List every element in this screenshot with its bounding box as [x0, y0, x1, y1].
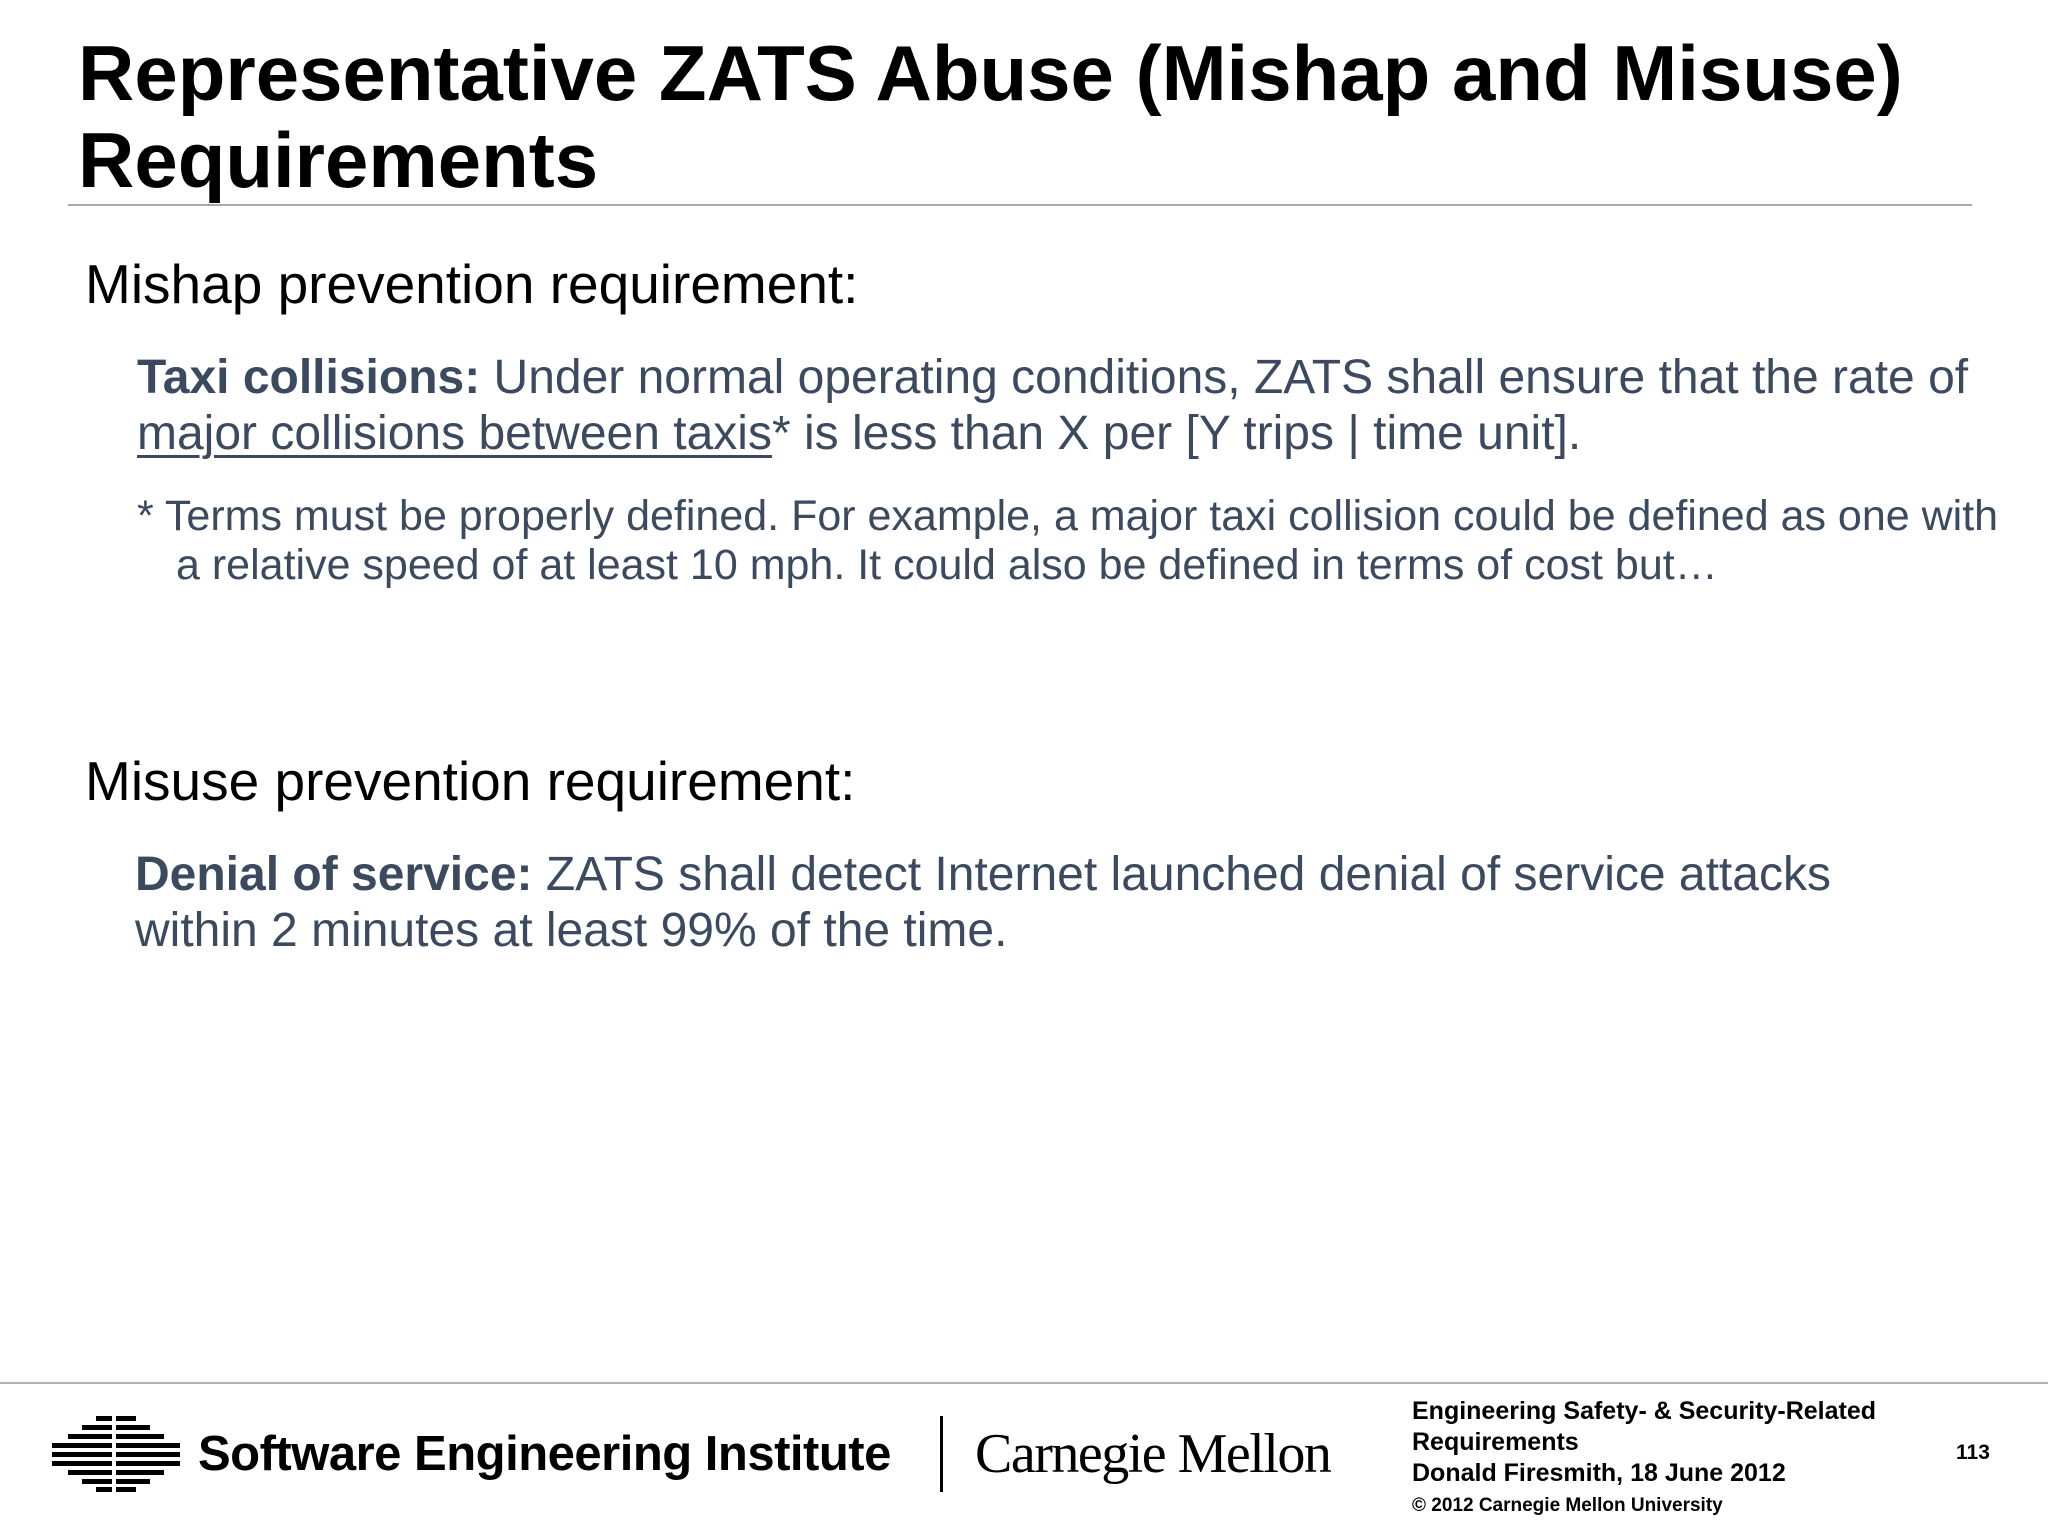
misuse-requirement-label: Denial of service:: [135, 848, 533, 901]
sei-name: Software Engineering Institute: [198, 1427, 891, 1481]
mishap-requirement-text-after: * is less than X per [Y trips | time unit].: [771, 407, 1582, 460]
page-number: 113: [1956, 1441, 1990, 1464]
mishap-defined-term: major collisions between taxis: [137, 407, 772, 460]
footer-copyright: © 2012 Carnegie Mellon University: [1412, 1495, 1723, 1516]
footer-author-date: Donald Firesmith, 18 June 2012: [1412, 1459, 1786, 1487]
footer-divider: [0, 1382, 2048, 1384]
title-divider: [68, 204, 1972, 206]
cmu-wordmark: Carnegie Mellon: [975, 1423, 1331, 1485]
footer-info: [1412, 1396, 1932, 1521]
sei-logo-icon: [52, 1414, 180, 1492]
misuse-heading: Misuse prevention requirement:: [85, 750, 856, 812]
misuse-requirement: [135, 847, 1835, 959]
mishap-requirement-label: Taxi collisions:: [137, 351, 481, 404]
mishap-heading: Mishap prevention requirement:: [85, 253, 859, 315]
logo-divider: [940, 1416, 943, 1492]
mishap-requirement-text-before: Under normal operating conditions, ZATS shall ensure that the rate of: [480, 351, 1969, 404]
misuse-requirement-text: ZATS shall detect Internet launched denial of service attacks within 2 minutes at least 99% of the time.: [135, 848, 1831, 957]
footer-presentation-title: Engineering Safety- & Security-Related Requirements: [1412, 1397, 1877, 1456]
mishap-footnote: * Terms must be properly defined. For example, a major taxi collision could be defined as one with a relative speed of at least 10 mph. It could also be defined in terms of cost but…: [137, 492, 1999, 589]
mishap-requirement: [137, 350, 1997, 462]
slide-title: Representative ZATS Abuse (Mishap and Misuse) Requirements: [78, 29, 1903, 204]
